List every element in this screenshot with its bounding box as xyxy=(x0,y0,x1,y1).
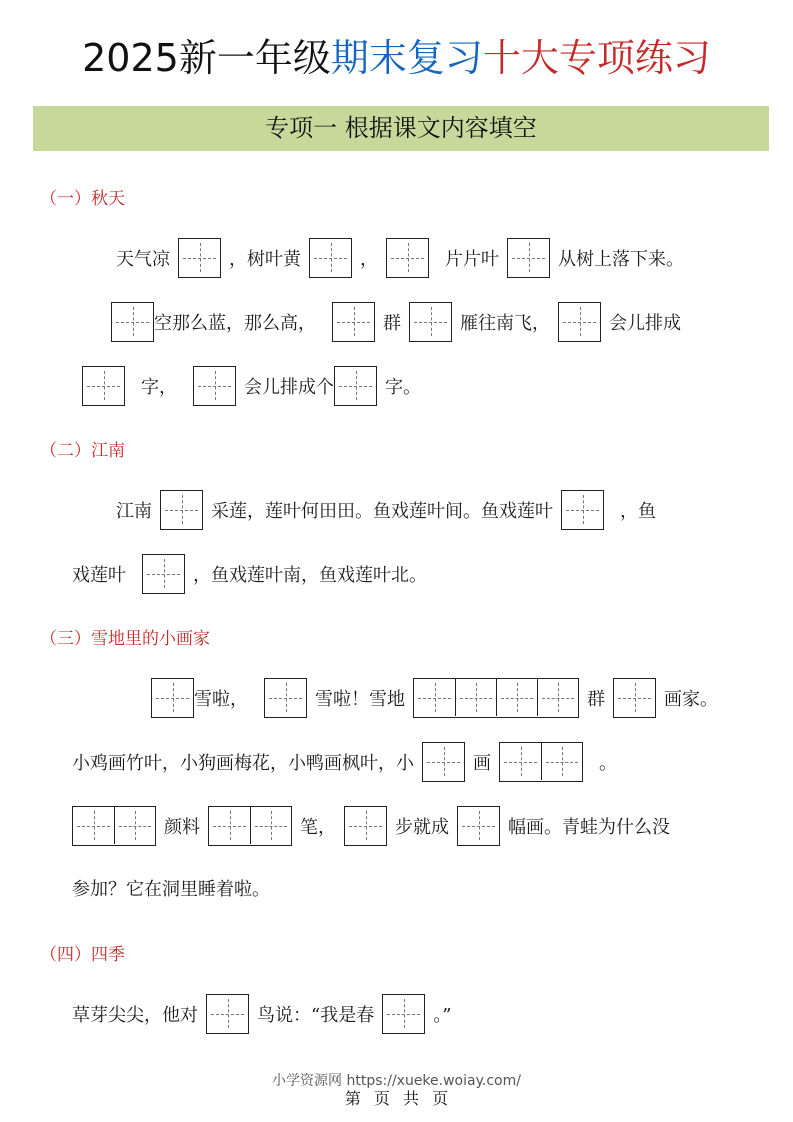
title-part-1: 2025新一年级 xyxy=(82,36,331,80)
text-segment: 笔， xyxy=(300,817,336,838)
exercise-line xyxy=(72,552,427,596)
answer-box[interactable] xyxy=(344,806,387,846)
answer-box[interactable] xyxy=(151,678,194,718)
answer-box[interactable] xyxy=(178,238,221,278)
text-segment: 江南 xyxy=(116,501,152,522)
text-segment: 步就成 xyxy=(395,817,449,838)
answer-box-4[interactable] xyxy=(413,678,579,718)
exercise-line xyxy=(151,676,718,720)
answer-box[interactable] xyxy=(409,302,452,342)
text-segment: ， xyxy=(360,249,378,270)
answer-box[interactable] xyxy=(332,302,375,342)
text-segment: 雪啦！雪地 xyxy=(315,689,405,710)
answer-box[interactable] xyxy=(457,806,500,846)
text-segment: 幅画。青蛙为什么没 xyxy=(508,817,670,838)
text-segment: 群 xyxy=(587,689,605,710)
answer-box[interactable] xyxy=(422,742,465,782)
text-segment: 参加？它在洞里睡着啦。 xyxy=(72,879,270,900)
answer-box-2[interactable] xyxy=(208,806,292,846)
answer-box[interactable] xyxy=(561,490,604,530)
text-segment: 群 xyxy=(383,313,401,334)
text-segment: 。” xyxy=(433,1005,452,1026)
exercise-line xyxy=(116,488,656,532)
answer-box[interactable] xyxy=(111,302,154,342)
section-heading-3: （三）雪地里的小画家 xyxy=(40,629,210,649)
text-segment: 雁往南飞， xyxy=(460,313,550,334)
answer-box[interactable] xyxy=(82,366,125,406)
exercise-line xyxy=(72,740,617,784)
answer-box[interactable] xyxy=(160,490,203,530)
answer-box[interactable] xyxy=(613,678,656,718)
text-segment: 鸟说：“我是春 xyxy=(257,1005,375,1026)
text-segment: ，鱼 xyxy=(620,501,656,522)
text-segment: 画家。 xyxy=(664,689,718,710)
section-heading-2: （二）江南 xyxy=(40,441,125,461)
text-segment: 雪啦， xyxy=(194,689,248,710)
answer-box[interactable] xyxy=(507,238,550,278)
text-segment: ，树叶黄 xyxy=(229,249,301,270)
title-part-2: 期末复习 xyxy=(330,36,483,80)
exercise-line xyxy=(72,992,451,1036)
answer-box[interactable] xyxy=(193,366,236,406)
text-segment: 采莲，莲叶何田田。鱼戏莲叶间。鱼戏莲叶 xyxy=(211,501,553,522)
text-segment: 从树上落下来。 xyxy=(558,249,684,270)
text-segment: 字， xyxy=(141,377,177,398)
answer-box[interactable] xyxy=(334,366,377,406)
exercise-line xyxy=(72,804,670,848)
text-segment: 天气凉 xyxy=(116,249,170,270)
answer-box[interactable] xyxy=(382,994,425,1034)
page-title xyxy=(0,30,793,86)
exercise-line xyxy=(116,236,684,280)
answer-box[interactable] xyxy=(264,678,307,718)
text-segment: 。 xyxy=(599,753,617,774)
answer-box[interactable] xyxy=(206,994,249,1034)
answer-box-2[interactable] xyxy=(72,806,156,846)
answer-box[interactable] xyxy=(386,238,429,278)
answer-box[interactable] xyxy=(309,238,352,278)
exercise-line xyxy=(72,866,270,910)
footer-page: 第 页 共 页 xyxy=(344,1089,449,1108)
section-banner: 专项一 根据课文内容填空 xyxy=(33,106,769,151)
footer-source: 小学资源网 https://xueke.woiay.com/ xyxy=(272,1073,521,1089)
text-segment: 画 xyxy=(473,753,491,774)
answer-box[interactable] xyxy=(558,302,601,342)
text-segment: ，鱼戏莲叶南，鱼戏莲叶北。 xyxy=(193,565,427,586)
exercise-line xyxy=(82,364,421,408)
text-segment: 草芽尖尖，他对 xyxy=(72,1005,198,1026)
title-part-3: 十大专项练习 xyxy=(482,36,711,80)
text-segment: 会儿排成个 xyxy=(244,377,334,398)
text-segment: 小鸡画竹叶，小狗画梅花，小鸭画枫叶，小 xyxy=(72,753,414,774)
answer-box[interactable] xyxy=(142,554,185,594)
text-segment: 空那么蓝，那么高， xyxy=(154,313,316,334)
text-segment: 戏莲叶 xyxy=(72,565,126,586)
text-segment: 会儿排成 xyxy=(609,313,681,334)
section-heading-1: （一）秋天 xyxy=(40,189,125,209)
text-segment: 颜料 xyxy=(164,817,200,838)
section-heading-4: （四）四季 xyxy=(40,945,125,965)
text-segment: 片片叶 xyxy=(445,249,499,270)
answer-box-2[interactable] xyxy=(499,742,583,782)
exercise-line xyxy=(111,300,681,344)
text-segment: 字。 xyxy=(385,377,421,398)
